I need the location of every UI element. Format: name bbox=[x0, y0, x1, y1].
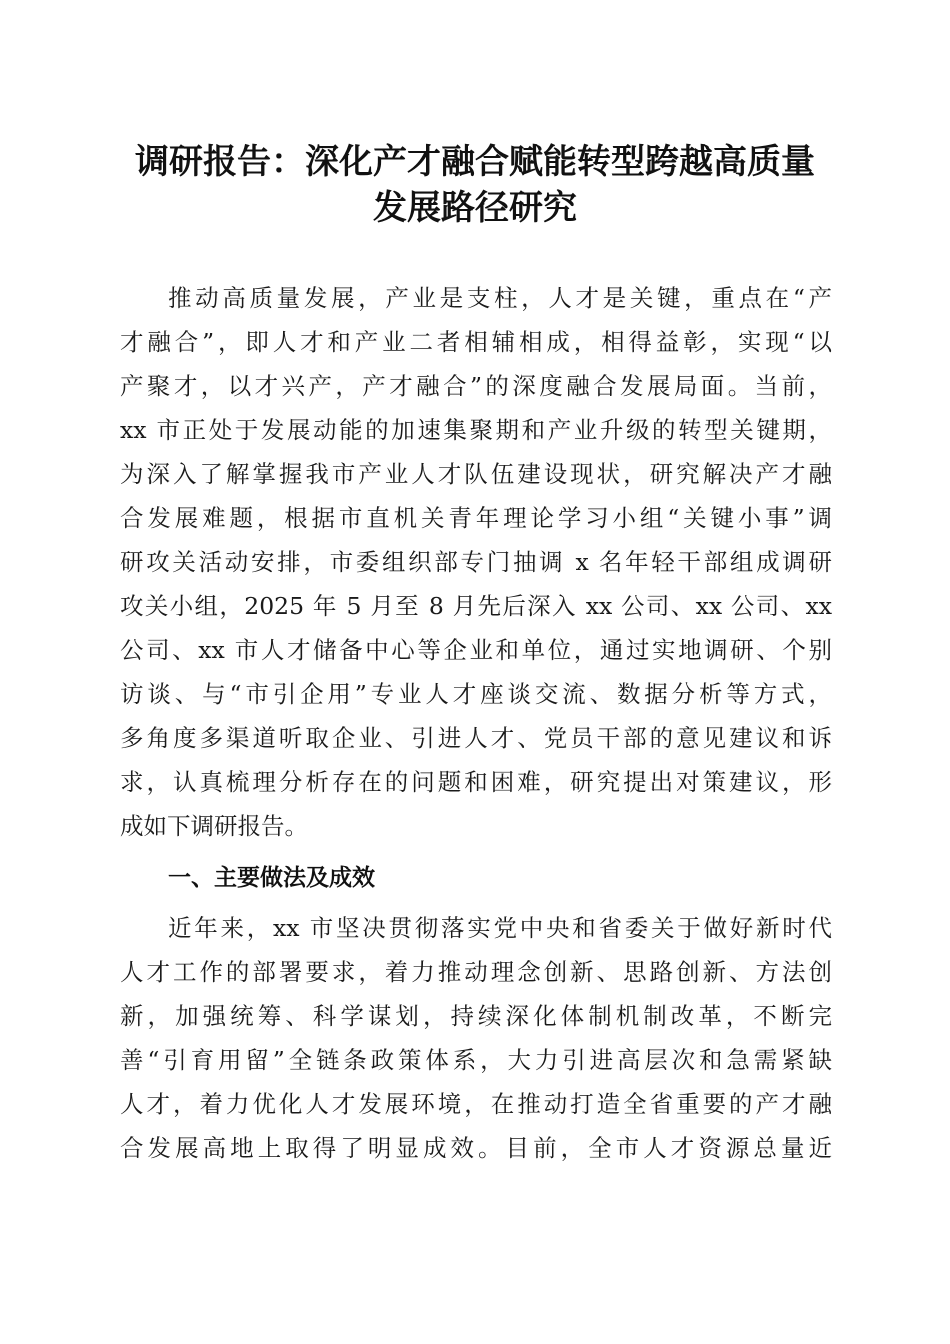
paragraph-2-line: 善“引育用留”全链条政策体系，大力引进高层次和急需紧缺 bbox=[120, 1046, 832, 1074]
paragraph-1-line: 公司、xx 市人才储备中心等企业和单位，通过实地调研、个别 bbox=[120, 636, 832, 664]
paragraph-1-line: xx 市正处于发展动能的加速集聚期和产业升级的转型关键期， bbox=[120, 416, 832, 444]
paragraph-2-line: 近年来，xx 市坚决贯彻落实党中央和省委关于做好新时代 bbox=[168, 914, 832, 942]
paragraph-1-line: 才融合”，即人才和产业二者相辅相成，相得益彰，实现“以 bbox=[120, 328, 832, 356]
paragraph-2-line: 新，加强统筹、科学谋划，持续深化体制机制改革，不断完 bbox=[120, 1002, 832, 1030]
document-title-line-2: 发展路径研究 bbox=[373, 188, 577, 228]
paragraph-1-line: 推动高质量发展，产业是支柱，人才是关键，重点在“产 bbox=[168, 284, 832, 312]
paragraph-1-line: 多角度多渠道听取企业、引进人才、党员干部的意见建议和诉 bbox=[120, 724, 832, 752]
document-title-line-1: 调研报告：深化产才融合赋能转型跨越高质量 bbox=[135, 142, 815, 182]
section-heading-1: 一、主要做法及成效 bbox=[168, 865, 375, 891]
paragraph-1-line: 求，认真梳理分析存在的问题和困难，研究提出对策建议，形 bbox=[120, 768, 832, 796]
paragraph-1-line: 成如下调研报告。 bbox=[120, 812, 308, 840]
paragraph-1-line: 合发展难题，根据市直机关青年理论学习小组“关键小事”调 bbox=[120, 504, 832, 532]
paragraph-2-line: 人才，着力优化人才发展环境，在推动打造全省重要的产才融 bbox=[120, 1090, 832, 1118]
paragraph-1-line: 为深入了解掌握我市产业人才队伍建设现状，研究解决产才融 bbox=[120, 460, 832, 488]
paragraph-2-line: 合发展高地上取得了明显成效。目前，全市人才资源总量近 bbox=[120, 1134, 832, 1162]
paragraph-1-line: 产聚才，以才兴产，产才融合”的深度融合发展局面。当前， bbox=[120, 372, 832, 400]
paragraph-2-line: 人才工作的部署要求，着力推动理念创新、思路创新、方法创 bbox=[120, 958, 832, 986]
paragraph-1-line: 研攻关活动安排，市委组织部专门抽调 x 名年轻干部组成调研 bbox=[120, 548, 832, 576]
paragraph-1-line: 攻关小组，2025 年 5 月至 8 月先后深入 xx 公司、xx 公司、xx bbox=[120, 592, 832, 620]
paragraph-1-line: 访谈、与“市引企用”专业人才座谈交流、数据分析等方式， bbox=[120, 680, 832, 708]
